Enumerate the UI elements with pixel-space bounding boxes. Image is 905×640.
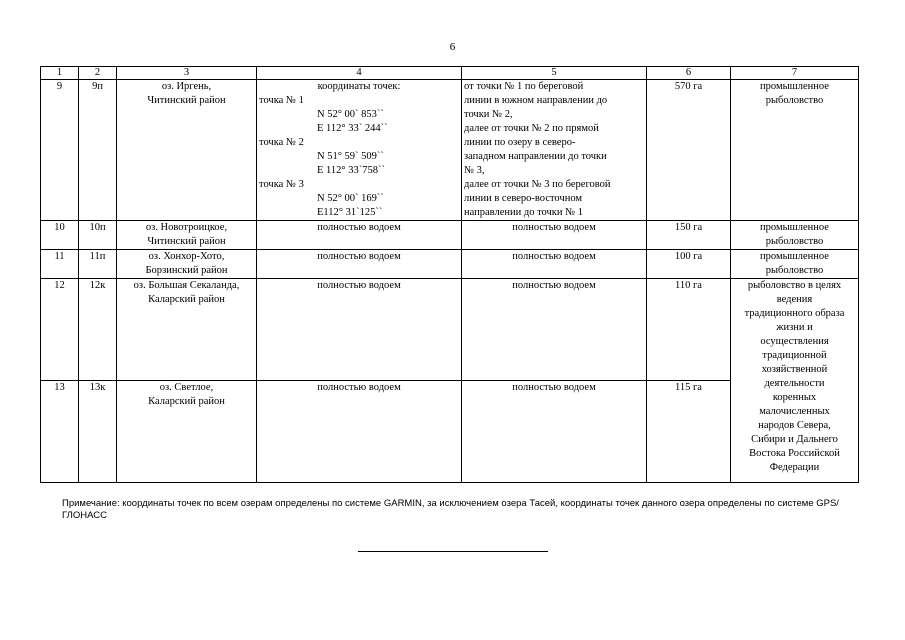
row-number: 12	[41, 279, 79, 381]
header-cell: 7	[731, 67, 859, 80]
coordinates-title: координаты точек:	[317, 81, 401, 92]
row-code: 12к	[79, 279, 117, 381]
point-e: E112° 31`125``	[317, 207, 383, 218]
table-row	[41, 250, 859, 279]
boundary-description: от точки № 1 по береговой линии в южном направлении до точки № 2, далее от точки № 2 по прямой линии по озеру в северо- западном направлении до точки № 3, далее от точки № 3 по береговой линии в северо-восточном направлении до точки № 1	[462, 80, 647, 221]
header-cell: 6	[647, 67, 731, 80]
separator-line	[358, 551, 548, 552]
point-n: N 52° 00` 169``	[317, 193, 384, 204]
page-number: 6	[449, 41, 456, 53]
boundary-description: полностью водоем	[462, 250, 647, 279]
area: 570 га	[647, 80, 731, 221]
lake-name: оз. Хонхор-Хото, Борзинский район	[117, 250, 257, 279]
boundary-description: полностью водоем	[462, 279, 647, 381]
lake-name: оз. Светлое, Каларский район	[117, 381, 257, 483]
point-n: N 52° 00` 853``	[317, 109, 384, 120]
header-cell: 4	[257, 67, 462, 80]
row-code: 13к	[79, 381, 117, 483]
lakes-table	[40, 66, 859, 483]
header-cell: 3	[117, 67, 257, 80]
header-cell: 2	[79, 67, 117, 80]
table-row	[41, 279, 859, 381]
point-e: E 112° 33` 244``	[317, 123, 388, 134]
area: 100 га	[647, 250, 731, 279]
area: 150 га	[647, 221, 731, 250]
purpose: промышленное рыболовство	[731, 221, 859, 250]
lake-name: оз. Большая Секаланда, Каларский район	[117, 279, 257, 381]
row-number: 9	[41, 80, 79, 221]
table-row	[41, 221, 859, 250]
purpose: промышленное рыболовство	[731, 250, 859, 279]
merged-purpose: рыболовство в целях ведения традиционного образа жизни и осуществления традиционной хозяйственной деятельности коренных малочисленных народов Севера, Сибири и Дальнего Востока Российской Федерации	[731, 279, 859, 483]
table-row	[41, 80, 859, 221]
row-number: 10	[41, 221, 79, 250]
coordinates-cell: полностью водоем	[257, 250, 462, 279]
coordinates-cell	[257, 80, 462, 221]
boundary-description: полностью водоем	[462, 221, 647, 250]
header-cell: 1	[41, 67, 79, 80]
area: 115 га	[647, 381, 731, 483]
header-cell: 5	[462, 67, 647, 80]
row-number: 11	[41, 250, 79, 279]
lake-name: оз. Иргень, Читинский район	[117, 80, 257, 221]
area: 110 га	[647, 279, 731, 381]
point-label: точка № 3	[259, 179, 304, 190]
row-code: 11п	[79, 250, 117, 279]
row-code: 10п	[79, 221, 117, 250]
coordinates-cell: полностью водоем	[257, 221, 462, 250]
point-label: точка № 2	[259, 137, 304, 148]
point-label: точка № 1	[259, 95, 304, 106]
coordinates-cell: полностью водоем	[257, 279, 462, 381]
boundary-description: полностью водоем	[462, 381, 647, 483]
lake-name: оз. Новотроицкое, Читинский район	[117, 221, 257, 250]
purpose: промышленное рыболовство	[731, 80, 859, 221]
header-row	[41, 67, 859, 80]
point-n: N 51° 59` 509``	[317, 151, 384, 162]
coordinates-cell: полностью водоем	[257, 381, 462, 483]
footnote: Примечание: координаты точек по всем озерам определены по системе GARMIN, за исключением озера Тасей, координаты точек данного озера определены по системе GPS/ГЛОНАСС	[62, 498, 839, 521]
row-code: 9п	[79, 80, 117, 221]
point-e: E 112° 33`758``	[317, 165, 385, 176]
row-number: 13	[41, 381, 79, 483]
